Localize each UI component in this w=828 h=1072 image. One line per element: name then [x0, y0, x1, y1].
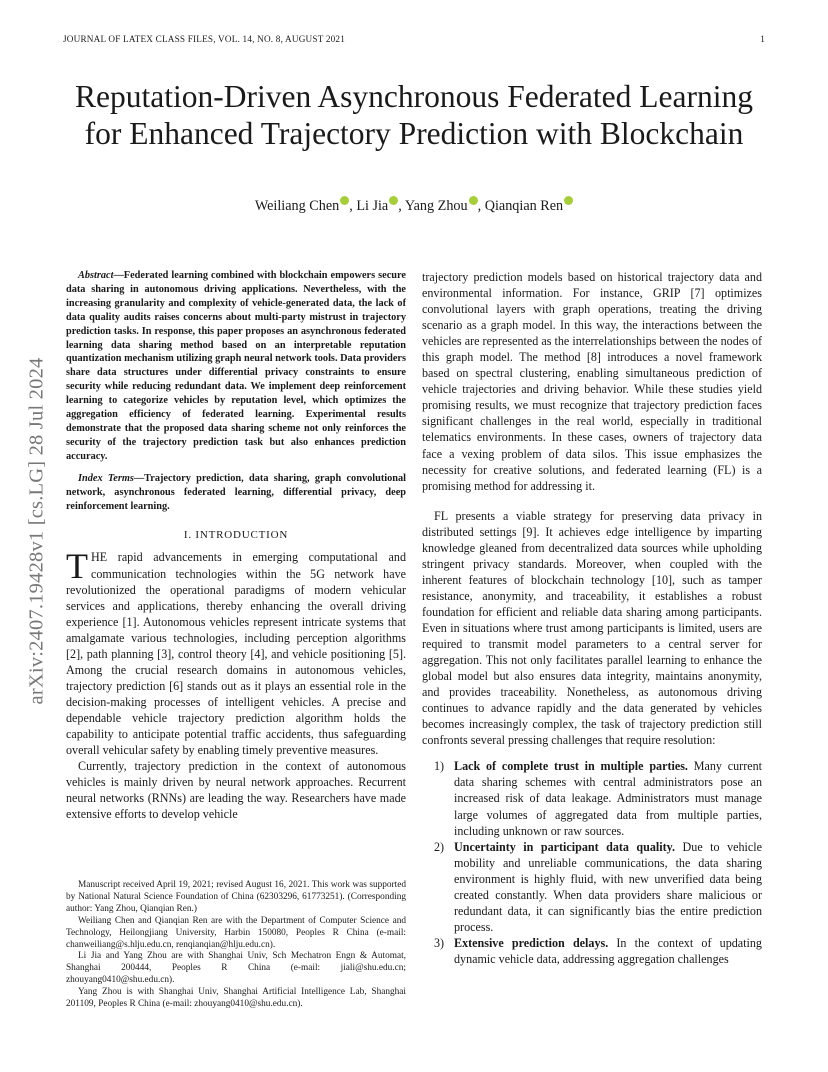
list-item: [422, 758, 762, 838]
list-number: 2): [434, 839, 445, 854]
section-heading: I. INTRODUCTION: [183, 529, 289, 542]
intro-paragraph-2: Currently, trajectory prediction in the context of autonomous vehicles is mainly driven by neural network approaches. Recurrent neural networks (RNNs) are leading the way. Researchers have made extensive efforts to develop vehicle: [66, 759, 406, 822]
orcid-icon[interactable]: [389, 196, 398, 205]
orcid-icon[interactable]: [564, 196, 573, 205]
journal-header: JOURNAL OF LATEX CLASS FILES, VOL. 14, NO. 8, AUGUST 2021: [63, 34, 346, 44]
right-column: [422, 269, 762, 967]
footnote: Li Jia and Yang Zhou are with Shanghai Univ, Sch Mechatron Engn & Automat, Shanghai 200444, Peoples R China (e-mail: jiali@shu.edu.cn; zhouyang0410@shu.edu.cn).: [66, 951, 406, 986]
drop-cap: T: [66, 546, 88, 587]
list-item-text: In the context of updating dynamic vehicle data, addressing aggregation challenges: [454, 935, 762, 966]
index-terms: Index Terms—Trajectory prediction, data sharing, graph convolutional network, asynchronous federated learning, differential privacy, deep reinforcement learning.: [66, 472, 406, 512]
list-item-title: Extensive prediction delays.: [454, 935, 609, 950]
body-paragraph: trajectory prediction models based on historical trajectory data and environmental information. For instance, GRIP [7] optimizes convolutional layers with graph operations, treating the driving scenario as a graph model. In this way, the interactions between the vehicles are represented as the interrelationships between the nodes of this graph model. The method [8] introduces a novel framework based on spectral clustering, enabling simultaneous prediction of vehicle trajectories and driving behavior. While these studies yield promising results, we must recognize that trajectory prediction faces significant challenges in the real world, especially in traditional telematics environments. In these cases, owners of trajectory data face a vexing problem of data silos. This issue emphasizes the necessity for creative solutions, and federated learning (FL) is a promising method for addressing it.: [422, 270, 762, 493]
arxiv-stamp: [27, 296, 47, 766]
author-name: Weiliang Chen: [254, 198, 340, 214]
list-number: 3): [434, 935, 445, 950]
challenge-list: [422, 758, 762, 967]
abstract-label: Abstract: [78, 270, 114, 281]
list-item: [422, 935, 762, 967]
intro-paragraph: [66, 546, 406, 758]
author-name: Yang Zhou: [404, 198, 468, 214]
abstract-text: Federated learning combined with blockchain empowers secure data sharing in autonomous driving applications. Nevertheless, with the increasing granularity and complexity of vehicle-generated data, the lack of data quality audits raises concerns about multi-party mistrust in trajectory prediction tasks. In response, this paper proposes an asynchronous federated learning data sharing method based on an interpretable reputation quantization mechanism utilizing graph neural network tools. Data providers share data structures under differential privacy constraints to ensure security while reducing redundant data. We implement deep reinforcement learning to categorize vehicles by reputation level, which optimizes the aggregation efficiency of federated learning. Experimental results demonstrate that the proposed data sharing scheme not only reinforces the security of the trajectory prediction task but also enhances prediction accuracy.: [66, 270, 406, 462]
footnote: Yang Zhou is with Shanghai Univ, Shanghai Artificial Intelligence Lab, Shanghai 201109, Peoples R China (e-mail: zhouyang0410@shu.edu.cn).: [66, 987, 406, 1010]
arxiv-identifier: arXiv:2407.19428v1 [cs.LG] 28 Jul 2024: [25, 357, 48, 705]
body-paragraph: FL presents a viable strategy for preserving data privacy in distributed settings [9]. It achieves edge intelligence by imparting knowledge gleaned from decentralized data sources while upholding stringent privacy standards. Moreover, when coupled with the inherent features of blockchain technology [10], such as tamper resistance, anonymity, and traceability, it establishes a robust foundation for efficient and reliable data sharing among participants. Even in situations where trust among participants is limited, users are required to transmit model parameters to a central server for aggregation. This not only facilitates parallel learning to enhance the global model but also ensures data integrity, maintains anonymity, and provides traceability. Nonetheless, as autonomous driving continues to advance rapidly and the data generated by vehicles becomes increasingly complex, the task of trajectory prediction still confronts several pressing challenges that require resolution:: [422, 508, 762, 748]
author-name: Qianqian Ren: [484, 198, 564, 214]
list-item-title: Uncertainty in participant data quality.: [454, 839, 676, 854]
list-number: 1): [434, 759, 445, 774]
list-item-title: Lack of complete trust in multiple parties.: [454, 759, 688, 774]
footnotes: [66, 880, 406, 1011]
index-terms-label: Index Terms: [78, 472, 134, 484]
page-number: 1: [760, 34, 765, 44]
footnote: Weiliang Chen and Qianqian Ren are with the Department of Computer Science and Technology, Heilongjiang University, Harbin 150080, Peoples R China (e-mail: chanweiliang@s.hlju.edu.cn, renqianqian@hlju.edu.cn).: [66, 915, 406, 950]
left-column: [66, 269, 406, 1010]
running-header: [63, 34, 765, 48]
author-name: Li Jia: [356, 198, 389, 214]
author-list: Weiliang Chen , Li Jia , Yang Zhou , Qianqian Ren: [60, 198, 768, 215]
index-terms-text: Trajectory prediction, data sharing, graph convolutional network, asynchronous federated learning, differential privacy, deep reinforcement learning.: [66, 472, 406, 512]
orcid-icon[interactable]: [340, 196, 349, 205]
paper-title: Reputation-Driven Asynchronous Federated Learning for Enhanced Trajectory Prediction with Blockchain: [75, 79, 753, 151]
abstract: Abstract—Federated learning combined with blockchain empowers secure data sharing in autonomous driving applications. Nevertheless, with the increasing granularity and complexity of vehicle-generated data, the lack of data quality audits raises concerns about multi-party mistrust in trajectory prediction tasks. In response, this paper proposes an asynchronous federated learning data sharing method based on an interpretable reputation quantization mechanism utilizing graph neural network tools. Data providers share data structures under differential privacy constraints to ensure security while reducing redundant data. We implement deep reinforcement learning to categorize vehicles by reputation level, which optimizes the aggregation efficiency of federated learning. Experimental results demonstrate that the proposed data sharing scheme not only reinforces the security of the trajectory prediction task but also enhances prediction accuracy.: [66, 270, 406, 462]
footnote: Manuscript received April 19, 2021; revised August 16, 2021. This work was supported by National Natural Science Foundation of China (62303296, 61773251). (Corresponding author: Yang Zhou, Qianqian Ren.): [66, 880, 406, 914]
intro-text: HE rapid advancements in emerging computational and communication technologies within the 5G network have revolutionized the operational paradigms of modern vehicular services and applications, thereby enhancing the overall driving experience [1]. Autonomous vehicles represent intricate systems that amalgamate various technologies, including perception algorithms [2], path planning [3], control theory [4], and vehicle positioning [5]. Among the crucial research domains in autonomous vehicles, trajectory prediction [6] stands out as it plays an essential role in the decision-making processes of intelligent vehicles. A precise and dependable vehicle trajectory prediction algorithm holds the capability to anticipate potential traffic accidents, thus safeguarding overall vehicular safety by enabling timely preventive measures.: [66, 550, 406, 758]
orcid-icon[interactable]: [469, 196, 478, 205]
list-item: [422, 839, 762, 935]
list-item-text: Due to vehicle mobility and unreliable communications, the data sharing environment is highly fluid, with new unverified data being created constantly. When data providers share malicious or redundant data, it can significantly bias the entire prediction process.: [454, 839, 762, 934]
list-item-text: Many current data sharing schemes with central administrators pose an increased risk of data leakage. Administrators must manage large volumes of aggregated data from multiple parties, including unknown or raw sources.: [454, 759, 762, 838]
